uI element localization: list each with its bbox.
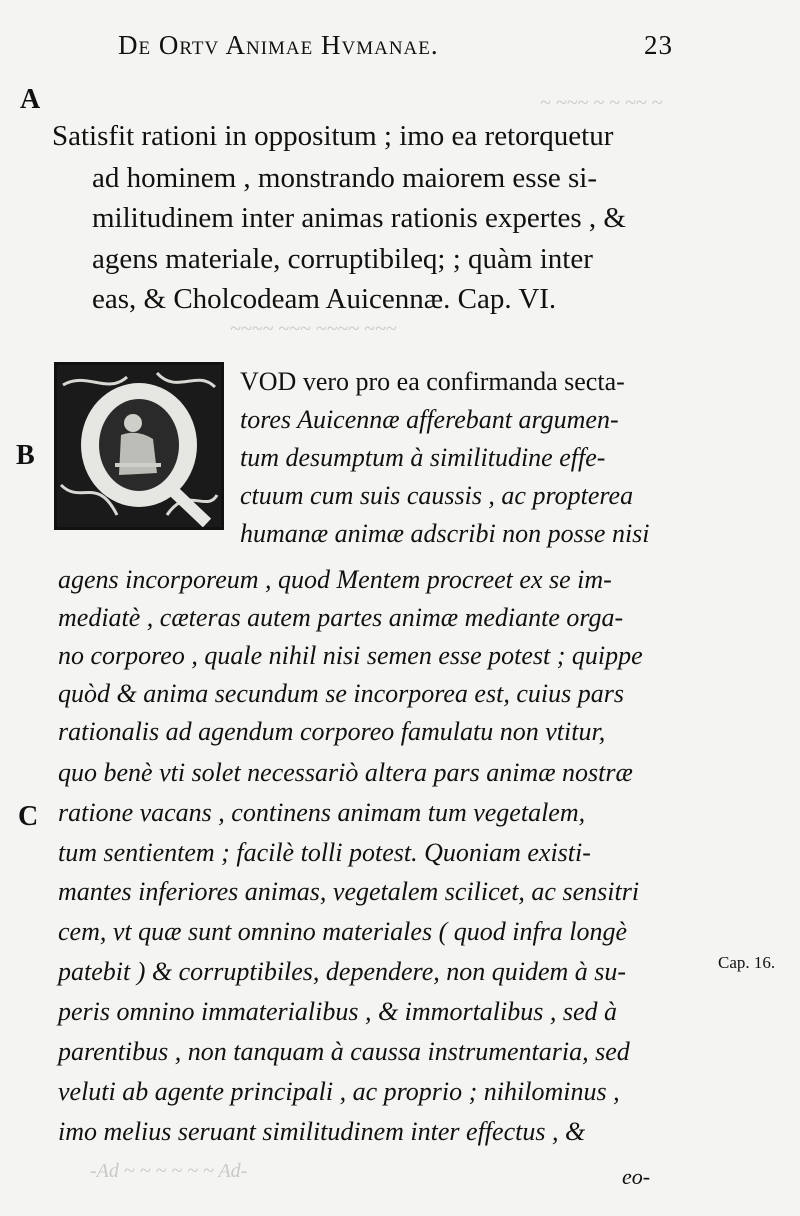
body-line: patebit ) & corruptibiles, dependere, non quidem à su- xyxy=(58,957,627,986)
running-header xyxy=(118,30,718,61)
body-line: peris omnino immaterialibus , & immortalibus , sed à xyxy=(58,997,618,1026)
bleed-through-text: ~ ~~~ ~ ~ ~~ ~ xyxy=(540,92,663,114)
margin-note: Cap. 16. xyxy=(718,953,776,972)
body-line: mediatè , cæteras autem partes animæ mediante orga- xyxy=(58,603,624,632)
page-number: 23 xyxy=(644,30,673,60)
catchword: eo- xyxy=(622,1164,651,1189)
body-line: imo melius seruant similitudinem inter effectus , & xyxy=(58,1117,586,1146)
body-line: humanæ animæ adscribi non posse nisi xyxy=(240,519,650,548)
body-line: quòd & anima secundum se incorporea est, cuius pars xyxy=(58,679,624,708)
woodcut-figure-icon xyxy=(57,365,221,527)
body-line: ctuum cum suis caussis , ac propterea xyxy=(240,481,634,510)
heading-line: Satisfit rationi in oppositum ; imo ea retorquetur xyxy=(52,120,614,152)
body-line: quo benè vti solet necessariò altera pars animæ nostræ xyxy=(58,758,633,787)
margin-letter-b: B xyxy=(16,440,35,471)
bleed-through-text: ~~~~ ~~~ ~~~~ ~~~ xyxy=(230,318,397,340)
body-line: tum desumptum à similitudine effe- xyxy=(240,443,606,472)
body-line: rationalis ad agendum corporeo famulatu non vtitur, xyxy=(58,717,606,746)
margin-letter-c: C xyxy=(18,801,39,832)
heading-line: ad hominem , monstrando maiorem esse si- xyxy=(92,162,597,194)
body-line: ratione vacans , continens animam tum vegetalem, xyxy=(58,798,586,827)
decorated-initial xyxy=(54,362,224,530)
heading-line: eas, & Cholcodeam Auicennæ. Cap. VI. xyxy=(92,283,557,315)
body-line: no corporeo , quale nihil nisi semen esse potest ; quippe xyxy=(58,641,643,670)
body-line: agens incorporeum , quod Mentem procreet ex se im- xyxy=(58,565,612,594)
body-line: cem, vt quæ sunt omnino materiales ( quod infra longè xyxy=(58,917,628,946)
margin-letter-a: A xyxy=(20,84,41,115)
body-line: parentibus , non tanquam à caussa instrumentaria, sed xyxy=(58,1037,630,1066)
running-title: De Ortv Animae Hvmanae. xyxy=(118,30,439,60)
bleed-through-text: -Ad ~ ~ ~ ~ ~ ~ Ad- xyxy=(90,1160,248,1182)
body-line: VOD vero pro ea confirmanda secta- xyxy=(240,367,625,396)
body-line: tores Auicennæ afferebant argumen- xyxy=(240,405,619,434)
body-line: mantes inferiores animas, vegetalem scilicet, ac sensitri xyxy=(58,877,640,906)
body-line: tum sentientem ; facilè tolli potest. Quoniam existi- xyxy=(58,838,591,867)
heading-line: agens materiale, corruptibileq; ; quàm inter xyxy=(92,243,593,275)
body-line: veluti ab agente principali , ac proprio ; nihilominus , xyxy=(58,1077,620,1106)
heading-line: militudinem inter animas rationis expertes , & xyxy=(92,202,626,234)
